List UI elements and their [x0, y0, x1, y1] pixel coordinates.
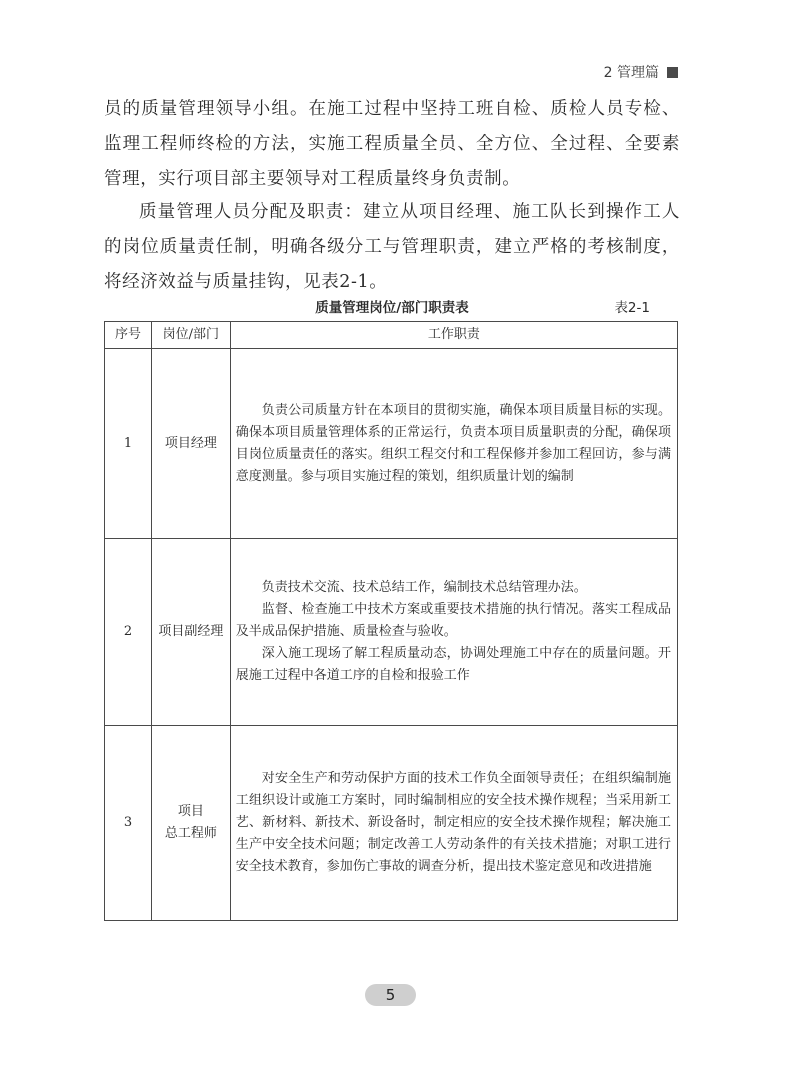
header-seq: 序号	[105, 322, 152, 349]
row-seq: 2	[105, 539, 152, 726]
table-caption	[104, 296, 680, 316]
header-position: 岗位/部门	[151, 322, 230, 349]
running-header	[604, 62, 678, 82]
position-line-2: 总工程师	[164, 826, 217, 841]
page-number: 5	[365, 984, 416, 1006]
duty-text: 对安全生产和劳动保护方面的技术工作负全面领导责任；在组织编制施工组织设计或施工方案时，同时编制相应的安全技术操作规程；当采用新工艺、新材料、新技术、新设备时，制定相应的安全技术操作规程；解决施工生产中安全技术问题；制定改善工人劳动条件的有关技术措施；对职工进行安全技术教育，参加伤亡事故的调查分析，提出技术鉴定意见和改进措施	[235, 771, 671, 874]
table-row	[105, 539, 678, 726]
row-duty	[230, 539, 677, 726]
row-position: 项目经理	[151, 349, 230, 539]
chapter-title: 2 管理篇	[603, 65, 659, 81]
row-duty	[230, 349, 677, 539]
position-line-1: 项目	[177, 804, 204, 819]
header-duty: 工作职责	[230, 322, 677, 349]
table-row	[105, 726, 678, 921]
row-position: 项目副经理	[151, 539, 230, 726]
row-seq: 1	[105, 349, 152, 539]
duty-text: 负责公司质量方针在本项目的贯彻实施，确保本项目质量目标的实现。确保本项目质量管理体系的正常运行，负责本项目质量职责的分配，确保项目岗位质量责任的落实。组织工程交付和工程保修并参加工程回访，参与满意度测量。参与项目实施过程的策划，组织质量计划的编制	[235, 402, 671, 484]
table-header-row	[105, 322, 678, 349]
paragraph-2: 质量管理人员分配及职责：建立从项目经理、施工队长到操作工人的岗位质量责任制，明确各级分工与管理职责，建立严格的考核制度，将经济效益与质量挂钩，见表2-1。	[104, 202, 680, 292]
row-position	[151, 726, 230, 921]
duty-text: 监督、检查施工中技术方案或重要技术措施的执行情况。落实工程成品及半成品保护措施、质量检查与验收。	[235, 602, 671, 639]
table-title: 质量管理岗位/部门职责表	[315, 300, 469, 316]
square-marker-icon	[667, 67, 678, 78]
row-seq: 3	[105, 726, 152, 921]
duty-text: 负责技术交流、技术总结工作，编制技术总结管理办法。	[261, 580, 587, 595]
table-number: 表2-1	[614, 300, 650, 316]
row-duty	[230, 726, 677, 921]
paragraph-1: 员的质量管理领导小组。在施工过程中坚持工班自检、质检人员专检、监理工程师终检的方法，实施工程质量全员、全方位、全过程、全要素管理，实行项目部主要领导对工程质量终身负责制。	[104, 99, 680, 189]
table-row	[105, 349, 678, 539]
duty-table	[104, 321, 678, 921]
duty-text: 深入施工现场了解工程质量动态，协调处理施工中存在的质量问题。开展施工过程中各道工序的自检和报验工作	[235, 646, 671, 683]
